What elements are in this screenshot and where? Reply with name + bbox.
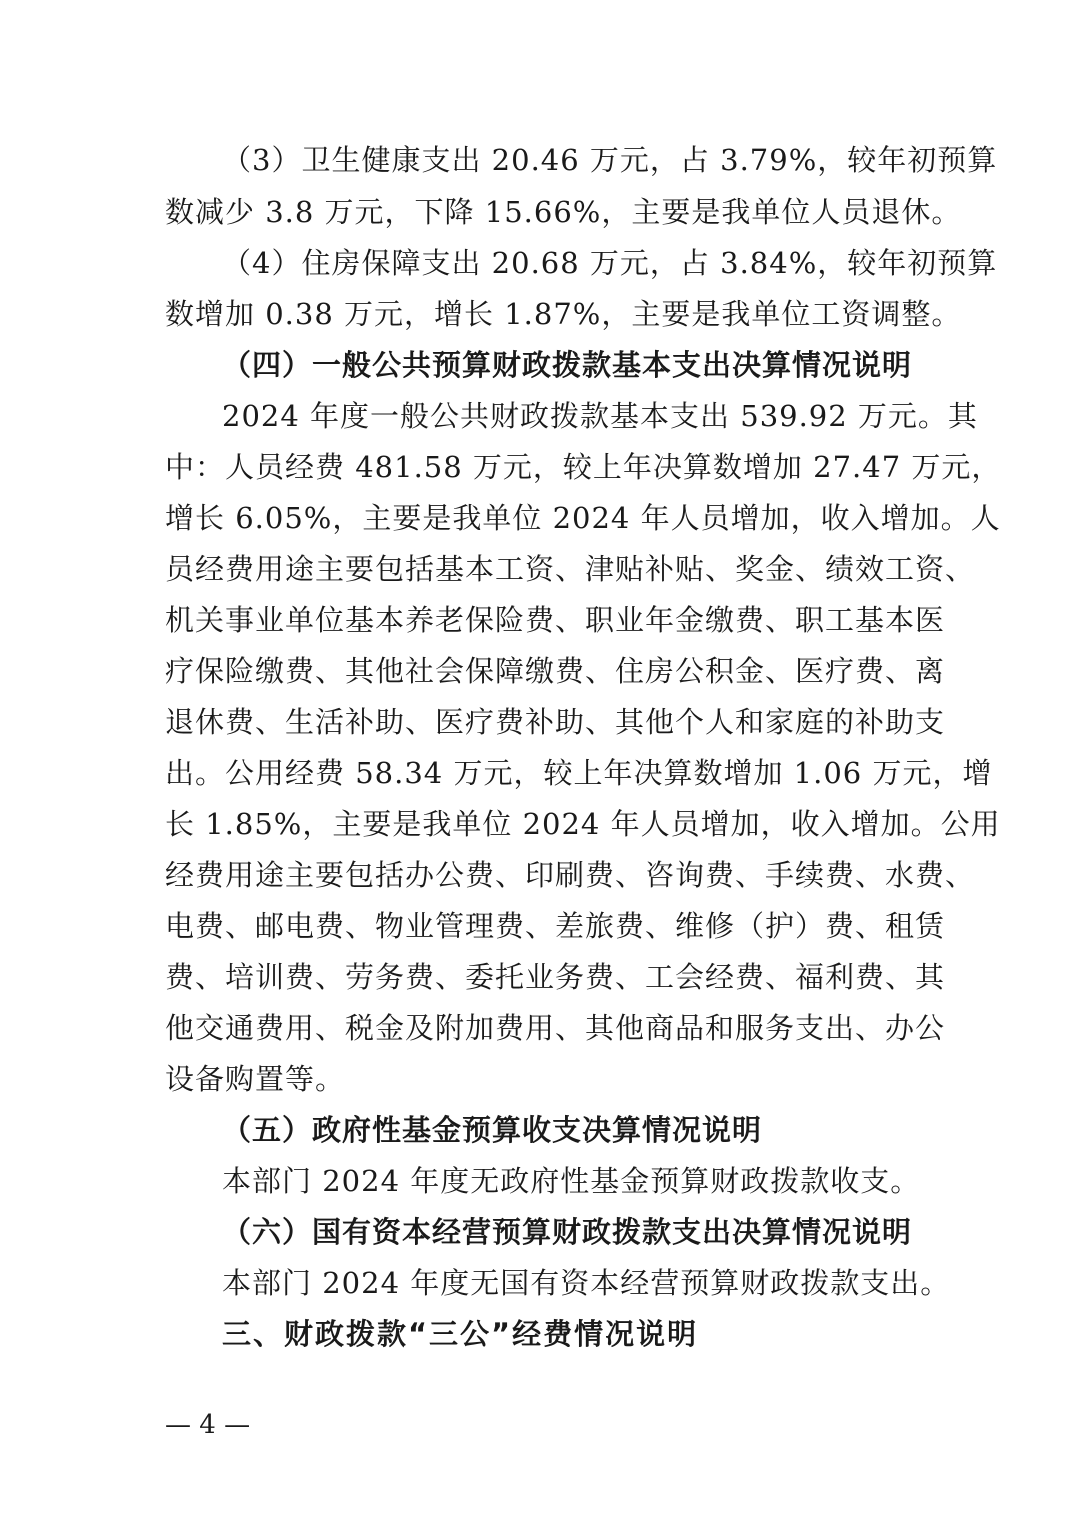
paragraph-line: 中：人员经费 481.58 万元，较上年决算数增加 27.47 万元， (165, 450, 1002, 484)
paragraph-line: 数减少 3.8 万元，下降 15.66%，主要是我单位人员退休。 (165, 195, 962, 229)
paragraph-line: （4）住房保障支出 20.68 万元，占 3.84%，较年初预算 (222, 246, 998, 280)
paragraph-line: 增长 6.05%，主要是我单位 2024 年人员增加，收入增加。人 (165, 501, 1001, 535)
section-heading: （六）国有资本经营预算财政拨款支出决算情况说明 (222, 1215, 913, 1249)
paragraph-line: 经费用途主要包括办公费、印刷费、咨询费、手续费、水费、 (165, 858, 976, 892)
page-number: — 4 — (165, 1410, 251, 1440)
paragraph-line: 设备购置等。 (165, 1062, 346, 1096)
paragraph-line: 出。公用经费 58.34 万元，较上年决算数增加 1.06 万元，增 (165, 756, 993, 790)
paragraph-line: 员经费用途主要包括基本工资、津贴补贴、奖金、绩效工资、 (165, 552, 976, 586)
paragraph-line: 机关事业单位基本养老保险费、职业年金缴费、职工基本医 (165, 603, 946, 637)
paragraph-line: 数增加 0.38 万元，增长 1.87%，主要是我单位工资调整。 (165, 297, 962, 331)
paragraph-line: 电费、邮电费、物业管理费、差旅费、维修（护）费、租赁 (165, 909, 946, 943)
paragraph-line: （3）卫生健康支出 20.46 万元，占 3.79%，较年初预算 (222, 143, 998, 177)
paragraph-line: 他交通费用、税金及附加费用、其他商品和服务支出、办公 (165, 1011, 946, 1045)
paragraph-line: 本部门 2024 年度无政府性基金预算财政拨款收支。 (222, 1164, 921, 1198)
paragraph-line: 本部门 2024 年度无国有资本经营预算财政拨款支出。 (222, 1266, 951, 1300)
paragraph-line: 长 1.85%，主要是我单位 2024 年人员增加，收入增加。公用 (165, 807, 1001, 841)
paragraph-line: 疗保险缴费、其他社会保障缴费、住房公积金、医疗费、离 (165, 654, 946, 688)
paragraph-line: 2024 年度一般公共财政拨款基本支出 539.92 万元。其 (222, 399, 978, 433)
chapter-heading: 三、财政拨款“三公”经费情况说明 (222, 1317, 699, 1351)
paragraph-line: 费、培训费、劳务费、委托业务费、工会经费、福利费、其 (165, 960, 946, 994)
section-heading: （五）政府性基金预算收支决算情况说明 (222, 1113, 763, 1147)
paragraph-line: 退休费、生活补助、医疗费补助、其他个人和家庭的补助支 (165, 705, 946, 739)
section-heading: （四）一般公共预算财政拨款基本支出决算情况说明 (222, 348, 913, 382)
